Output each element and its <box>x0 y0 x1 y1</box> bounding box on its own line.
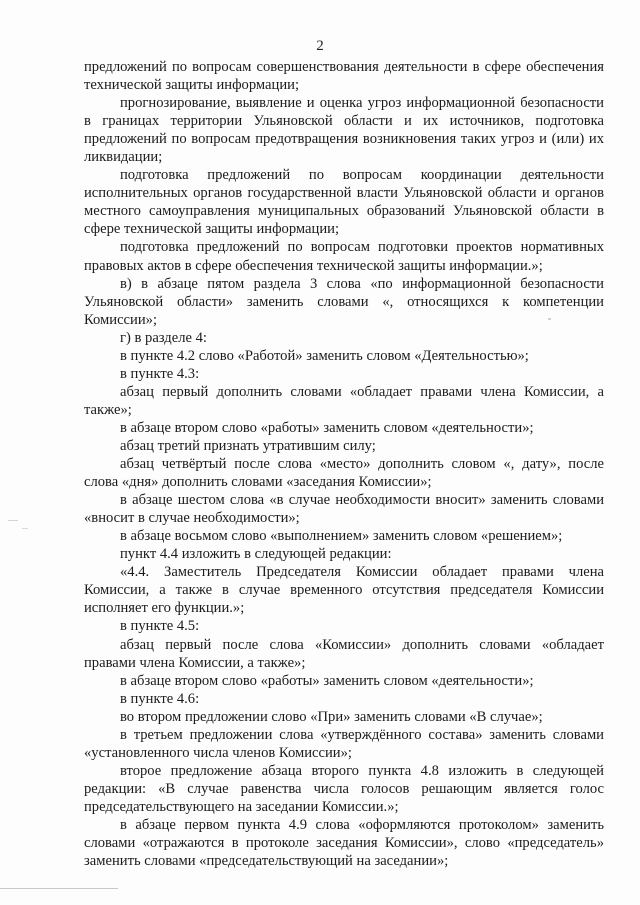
paragraph: во втором предложении слово «При» заменить словами «В случае»; <box>120 708 543 725</box>
paragraph: в третьем предложении слова «утверждённого состава» заменить словами «установленного числа членов Комиссии»; <box>84 726 604 761</box>
paragraph: второе предложение абзаца второго пункта 4.8 изложить в следующей редакции: «В случае равенства числа голосов решающим является голос председательствующего на заседании Комиссии.»; <box>84 762 604 815</box>
paragraph: в) в абзаце пятом раздела 3 слова «по информационной безопасности Ульяновской области» заменить словами «, относящихся к компетенции Комиссии»; <box>84 275 604 328</box>
paragraph: прогнозирование, выявление и оценка угроз информационной безопасности в границах территории Ульяновской области и их источников, подготовка предложений по вопросам предотвращения возникновения таких угроз и (или) их ликвидации; <box>84 95 604 166</box>
paragraph: в абзаце втором слово «работы» заменить словом «деятельности»; <box>120 419 534 436</box>
paragraph: в пункте 4.2 слово «Работой» заменить словом «Деятельностью»; <box>120 347 529 364</box>
paragraph: пункт 4.4 изложить в следующей редакции: <box>120 546 392 563</box>
paragraph: «4.4. Заместитель Председателя Комиссии обладает правами члена Комиссии, а также в случае временного отсутствия председателя Комиссии исполняет его функции.»; <box>84 564 604 617</box>
paragraph: в абзаце первом пункта 4.9 слова «оформляются протоколом» заменить словами «отражаются в протоколе заседания Комиссии», слово «председатель» заменить словами «председательствующий на заседании»; <box>84 816 604 870</box>
paragraph: в пункте 4.6: <box>120 690 200 707</box>
paragraph: в абзаце шестом слова «в случае необходимости вносит» заменить словами «вносит в случае необходимости»; <box>84 492 604 527</box>
page-number: 2 <box>316 38 324 54</box>
paragraph: предложений по вопросам совершенствования деятельности в сфере обеспечения технической защиты информации; <box>84 59 604 94</box>
paragraph: подготовка предложений по вопросам координации деятельности исполнительных органов государственной власти Ульяновской области и органов местного самоуправления муниципальных образований Ульяновской области в сфере технической защиты информации; <box>84 167 604 238</box>
paragraph: абзац первый после слова «Комиссии» дополнить словами «обладает правами члена Комиссии, а также»; <box>84 636 604 671</box>
paragraph: в абзаце восьмом слово «выполнением» заменить словом «решением»; <box>120 528 563 545</box>
paragraph: подготовка предложений по вопросам подготовки проектов нормативных правовых актов в сфере обеспечения технической защиты информации.»; <box>84 239 604 274</box>
paragraph: абзац первый дополнить словами «обладает правами члена Комиссии, а также»; <box>84 383 604 418</box>
scan-artifact <box>548 318 551 320</box>
scan-artifact <box>8 520 18 521</box>
paragraph: абзац третий признать утратившим силу; <box>120 437 376 454</box>
scan-artifact <box>22 528 28 529</box>
scan-artifact <box>0 888 118 889</box>
paragraph: абзац четвёртый после слова «место» дополнить словом «, дату», после слова «дня» дополнить словами «заседания Комиссии»; <box>84 456 604 491</box>
document-body <box>84 58 604 870</box>
paragraph: в пункте 4.5: <box>120 618 200 635</box>
paragraph: в абзаце втором слово «работы» заменить словом «деятельности»; <box>120 672 534 689</box>
paragraph: г) в разделе 4: <box>120 329 207 346</box>
paragraph: в пункте 4.3: <box>120 365 200 382</box>
